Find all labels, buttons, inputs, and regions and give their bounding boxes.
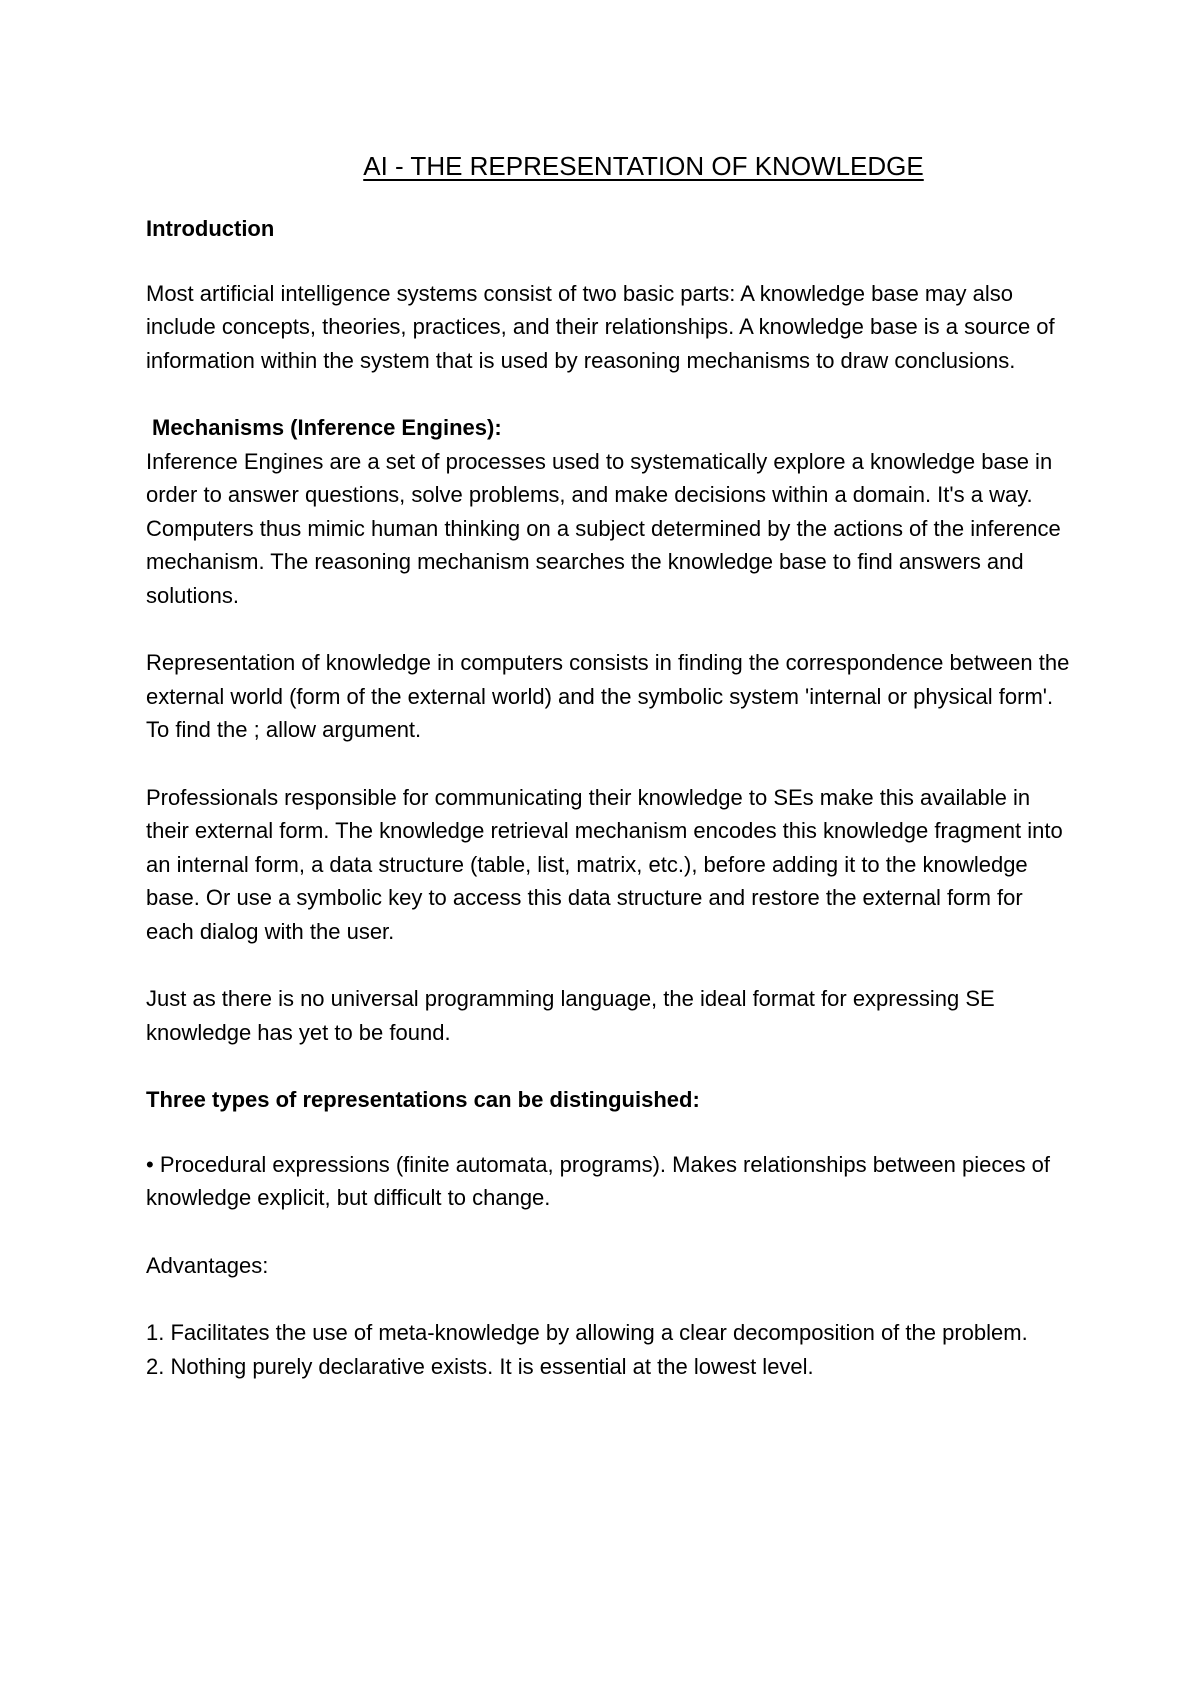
mechanisms-paragraph: Inference Engines are a set of processes used to systematically explore a knowledge base in order to answer questions, solve problems, and make decisions within a domain. It's a way. Computers thus mimic human thinking on a subject determined by the actions of the inference mechanism. The reasoning mechanism searches the knowledge base to find answers and solutions. [146,448,1061,608]
intro-paragraph: Most artificial intelligence systems consist of two basic parts: A knowledge base may also include concepts, theories, practices, and their relationships. A knowledge base is a source of information within the system that is used by reasoning mechanisms to draw conclusions. [146,280,1055,373]
types-heading: Three types of representations can be distinguished: [146,1087,700,1112]
document-body [146,148,1071,1383]
intro-heading: Introduction [146,216,275,241]
advantage-item-2: 2. Nothing purely declarative exists. It is essential at the lowest level. [146,1353,814,1379]
advantage-item-1: 1. Facilitates the use of meta-knowledge by allowing a clear decomposition of the problem. [146,1320,1028,1345]
document-title [146,148,1071,184]
procedural-bullet: • Procedural expressions (finite automata, programs). Makes relationships between pieces of knowledge explicit, but difficult to change. [146,1151,1051,1210]
representation-paragraph: Representation of knowledge in computers consists in finding the correspondence between the external world (form of the external world) and the symbolic system 'internal or physical form'. To find the ; allow argument. [146,650,1070,742]
document-title-text: AI - THE REPRESENTATION OF KNOWLEDGE [363,151,924,181]
mechanisms-heading: Mechanisms (Inference Engines): [152,415,502,440]
universal-paragraph: Just as there is no universal programming language, the ideal format for expressing SE knowledge has yet to be found. [146,986,995,1045]
advantages-label: Advantages: [146,1252,269,1278]
professionals-paragraph: Professionals responsible for communicating their knowledge to SEs make this available in their external form. The knowledge retrieval mechanism encodes this knowledge fragment into an internal form, a data structure (table, list, matrix, etc.), before adding it to the knowledge base. Or use a symbolic key to access this data structure and restore the external form for each dialog with the user. [146,784,1063,944]
